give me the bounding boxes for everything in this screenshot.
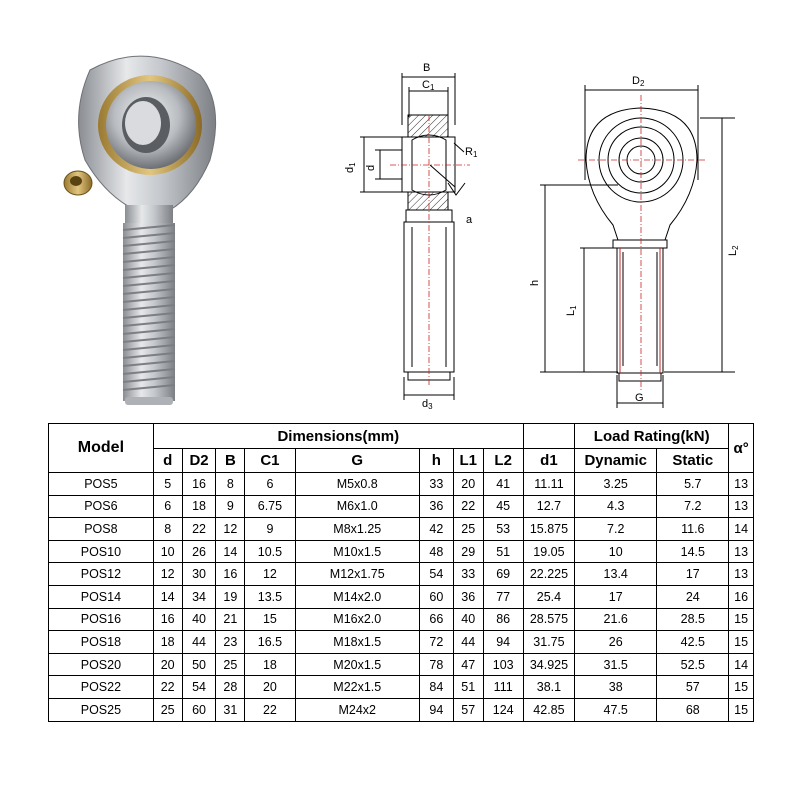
table-cell: 44: [453, 631, 483, 654]
table-cell: 16.5: [245, 631, 295, 654]
table-cell: 51: [483, 540, 523, 563]
table-cell: 94: [419, 698, 453, 721]
table-cell: 28: [216, 676, 245, 699]
table-cell: 22: [153, 676, 182, 699]
column-header: L1: [453, 449, 483, 473]
table-cell: M12x1.75: [295, 563, 419, 586]
thread: [123, 223, 175, 405]
table-cell: 13: [729, 563, 754, 586]
table-cell: 47.5: [575, 698, 657, 721]
table-row: [49, 473, 754, 496]
table-row: [49, 608, 754, 631]
table-row: [49, 495, 754, 518]
table-cell: 33: [419, 473, 453, 496]
table-cell: 57: [657, 676, 729, 699]
model-cell: POS16: [49, 608, 154, 631]
table-cell: 15.875: [523, 518, 574, 541]
table-cell: 34: [182, 585, 216, 608]
table-cell: 66: [419, 608, 453, 631]
table-cell: 16: [182, 473, 216, 496]
table-cell: 12.7: [523, 495, 574, 518]
table-cell: 50: [182, 653, 216, 676]
table-cell: 26: [575, 631, 657, 654]
table-cell: 14.5: [657, 540, 729, 563]
model-cell: POS5: [49, 473, 154, 496]
table-cell: 17: [575, 585, 657, 608]
front-view-drawing: [520, 60, 750, 415]
model-cell: POS20: [49, 653, 154, 676]
table-cell: 28.5: [657, 608, 729, 631]
table-cell: 38: [575, 676, 657, 699]
table-cell: 6.75: [245, 495, 295, 518]
table-cell: 15: [729, 698, 754, 721]
table-cell: 14: [729, 518, 754, 541]
table-cell: 52.5: [657, 653, 729, 676]
table-cell: 44: [182, 631, 216, 654]
table-cell: 103: [483, 653, 523, 676]
table-cell: 18: [182, 495, 216, 518]
column-header: L2: [483, 449, 523, 473]
table-cell: 13.5: [245, 585, 295, 608]
table-cell: 77: [483, 585, 523, 608]
table-cell: M20x1.5: [295, 653, 419, 676]
table-cell: 60: [182, 698, 216, 721]
dimensions-header: Dimensions(mm): [153, 424, 523, 449]
label-D2: D2: [632, 75, 645, 88]
label-G: G: [635, 392, 644, 404]
table-cell: 53: [483, 518, 523, 541]
table-cell: 36: [453, 585, 483, 608]
table-cell: 21: [216, 608, 245, 631]
table-cell: M10x1.5: [295, 540, 419, 563]
table-cell: 38.1: [523, 676, 574, 699]
label-h: h: [529, 279, 541, 286]
table-cell: 54: [419, 563, 453, 586]
model-cell: POS25: [49, 698, 154, 721]
table-cell: M22x1.5: [295, 676, 419, 699]
table-cell: 13.4: [575, 563, 657, 586]
table-cell: 86: [483, 608, 523, 631]
label-C1: C1: [422, 79, 435, 92]
table-cell: M14x2.0: [295, 585, 419, 608]
table-cell: 7.2: [575, 518, 657, 541]
table-cell: 6: [245, 473, 295, 496]
table-cell: 11.6: [657, 518, 729, 541]
header-row-columns: [49, 449, 754, 473]
table-cell: 24: [657, 585, 729, 608]
table-cell: 33: [453, 563, 483, 586]
table-cell: 51: [453, 676, 483, 699]
table-cell: 22: [245, 698, 295, 721]
alpha-header: α°: [729, 424, 754, 473]
table-cell: 31.5: [575, 653, 657, 676]
table-cell: 13: [729, 495, 754, 518]
model-cell: POS8: [49, 518, 154, 541]
side-view-drawing: [330, 55, 490, 415]
table-row: [49, 585, 754, 608]
table-cell: M24x2: [295, 698, 419, 721]
table-cell: 22.225: [523, 563, 574, 586]
column-header: C1: [245, 449, 295, 473]
table-body: [49, 473, 754, 722]
table-cell: 7.2: [657, 495, 729, 518]
column-header: d: [153, 449, 182, 473]
table-cell: 42.85: [523, 698, 574, 721]
table-cell: 69: [483, 563, 523, 586]
column-header: D2: [182, 449, 216, 473]
label-d3: d3: [422, 398, 433, 411]
table-cell: 111: [483, 676, 523, 699]
table-cell: 10.5: [245, 540, 295, 563]
column-header: Static: [657, 449, 729, 473]
table-row: [49, 631, 754, 654]
table-cell: 26: [182, 540, 216, 563]
table-cell: 78: [419, 653, 453, 676]
table-row: [49, 653, 754, 676]
d1-spacer-header: [523, 424, 574, 449]
table-cell: M18x1.5: [295, 631, 419, 654]
table-cell: 15: [729, 676, 754, 699]
label-d1: d1: [344, 162, 357, 173]
column-header: h: [419, 449, 453, 473]
table-cell: 124: [483, 698, 523, 721]
table-row: [49, 698, 754, 721]
table-cell: 4.3: [575, 495, 657, 518]
table-cell: 16: [216, 563, 245, 586]
table-cell: M8x1.25: [295, 518, 419, 541]
table-cell: 15: [245, 608, 295, 631]
table-cell: 29: [453, 540, 483, 563]
column-header: G: [295, 449, 419, 473]
header-row-top: [49, 424, 754, 449]
table-cell: 28.575: [523, 608, 574, 631]
table-cell: 57: [453, 698, 483, 721]
table-cell: 12: [216, 518, 245, 541]
table-cell: 42: [419, 518, 453, 541]
model-cell: POS14: [49, 585, 154, 608]
table-row: [49, 540, 754, 563]
table-cell: 22: [182, 518, 216, 541]
model-cell: POS22: [49, 676, 154, 699]
table-cell: 41: [483, 473, 523, 496]
label-B: B: [423, 62, 431, 74]
rod-end-photo: [50, 45, 240, 415]
table-cell: 15: [729, 631, 754, 654]
table-cell: 30: [182, 563, 216, 586]
table-cell: 5.7: [657, 473, 729, 496]
label-d: d: [365, 164, 377, 171]
label-L1: L1: [565, 305, 578, 316]
table-row: [49, 518, 754, 541]
model-cell: POS10: [49, 540, 154, 563]
table-cell: 13: [729, 473, 754, 496]
table-cell: 42.5: [657, 631, 729, 654]
table-cell: 15: [729, 608, 754, 631]
table-cell: 22: [453, 495, 483, 518]
table-cell: 40: [453, 608, 483, 631]
table-cell: 9: [245, 518, 295, 541]
table-cell: 31.75: [523, 631, 574, 654]
table-cell: 23: [216, 631, 245, 654]
model-header: Model: [49, 424, 154, 473]
table-cell: 18: [245, 653, 295, 676]
table-cell: 16: [153, 608, 182, 631]
table-cell: 68: [657, 698, 729, 721]
table-cell: 45: [483, 495, 523, 518]
column-header: Dynamic: [575, 449, 657, 473]
table-cell: 20: [245, 676, 295, 699]
table-cell: 40: [182, 608, 216, 631]
table-cell: 11.11: [523, 473, 574, 496]
table-cell: 94: [483, 631, 523, 654]
table-cell: 8: [153, 518, 182, 541]
table-cell: 16: [729, 585, 754, 608]
table-cell: 20: [453, 473, 483, 496]
table-row: [49, 563, 754, 586]
label-R1: R1: [465, 146, 478, 159]
table-cell: 10: [575, 540, 657, 563]
table-cell: 19.05: [523, 540, 574, 563]
table-cell: 54: [182, 676, 216, 699]
table-row: [49, 676, 754, 699]
table-cell: M16x2.0: [295, 608, 419, 631]
table-cell: 14: [729, 653, 754, 676]
spec-table: [48, 423, 754, 722]
table-cell: 34.925: [523, 653, 574, 676]
table-cell: 19: [216, 585, 245, 608]
table-cell: 12: [245, 563, 295, 586]
table-cell: 8: [216, 473, 245, 496]
table-cell: 36: [419, 495, 453, 518]
label-a: a: [466, 214, 473, 226]
table-cell: 31: [216, 698, 245, 721]
load-rating-header: Load Rating(kN): [575, 424, 729, 449]
table-cell: 17: [657, 563, 729, 586]
table-cell: 25.4: [523, 585, 574, 608]
table-cell: 72: [419, 631, 453, 654]
table-cell: 21.6: [575, 608, 657, 631]
table-cell: 14: [216, 540, 245, 563]
table-cell: 12: [153, 563, 182, 586]
table-cell: 60: [419, 585, 453, 608]
table-cell: 20: [153, 653, 182, 676]
column-header: B: [216, 449, 245, 473]
model-cell: POS18: [49, 631, 154, 654]
table-cell: 3.25: [575, 473, 657, 496]
table-cell: 25: [153, 698, 182, 721]
table-cell: 48: [419, 540, 453, 563]
table-cell: 84: [419, 676, 453, 699]
table-cell: 47: [453, 653, 483, 676]
table-cell: 10: [153, 540, 182, 563]
table-cell: 25: [216, 653, 245, 676]
column-header: d1: [523, 449, 574, 473]
table-cell: 5: [153, 473, 182, 496]
table-cell: 18: [153, 631, 182, 654]
table-cell: 6: [153, 495, 182, 518]
table-cell: 14: [153, 585, 182, 608]
table-cell: 13: [729, 540, 754, 563]
label-L2: L2: [727, 245, 740, 256]
model-cell: POS6: [49, 495, 154, 518]
table-cell: M5x0.8: [295, 473, 419, 496]
table-cell: 25: [453, 518, 483, 541]
table-cell: M6x1.0: [295, 495, 419, 518]
model-cell: POS12: [49, 563, 154, 586]
table-cell: 9: [216, 495, 245, 518]
